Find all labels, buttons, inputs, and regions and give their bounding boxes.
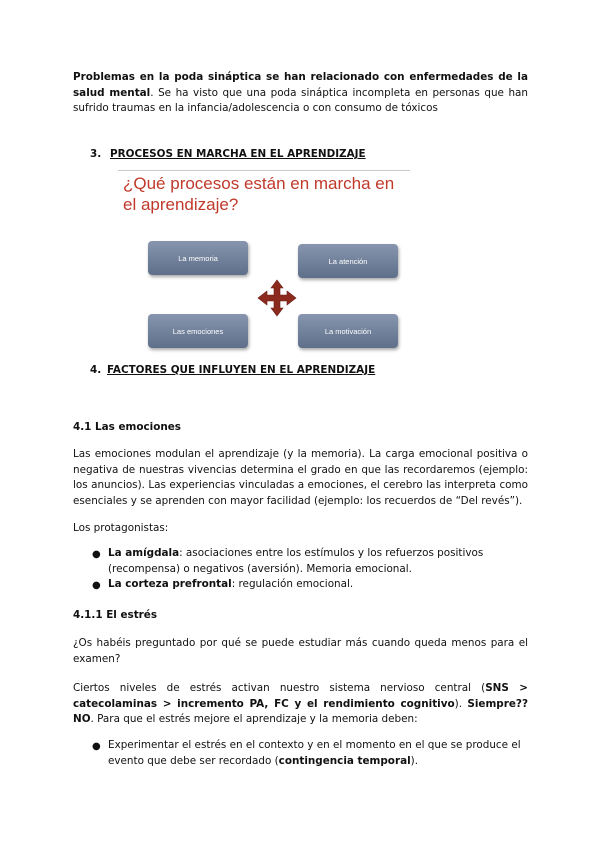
stress-start: Ciertos niveles de estrés activan nuestro sistema nervioso central ( [73, 682, 486, 694]
bullet-contingencia [108, 738, 530, 769]
four-way-arrow-icon [256, 279, 298, 317]
bullet-amigdala [108, 546, 530, 577]
section3-title: PROCESOS EN MARCHA EN EL APRENDIZAJE [110, 148, 366, 160]
section3-number: 3. [90, 148, 102, 160]
bullet-corteza-bold: La corteza prefrontal [108, 578, 232, 590]
stress-mid: ). [454, 697, 468, 710]
stress-bold-1: SNS > catecolaminas > incremento PA, FC y el rendimiento cognitivo [73, 682, 528, 710]
bullet-corteza [108, 577, 530, 593]
emotions-paragraph: Las emociones modulan el aprendizaje (y la memoria). La carga emocional positiva o negativa de nuestras vivencias determina el grado en que las recordaremos (ejemplo: los anuncios). Las experiencias vinculadas a emociones, el cerebro las interpreta como esenciales y se aprenden con mayor facilidad (ejemplo: los recuerdos de “Del revés”). [73, 448, 528, 507]
box-atencion: La atención [298, 244, 398, 278]
box-emociones: Las emociones [148, 314, 248, 348]
stress-end: . Para que el estrés mejore el aprendizaje y la memoria deben: [90, 713, 418, 725]
stress-question: ¿Os habéis preguntado por qué se puede estudiar más cuando queda menos para el examen? [73, 637, 528, 665]
bullet-corteza-text: : regulación emocional. [231, 578, 354, 590]
bullet-dot: ● [92, 549, 101, 560]
bullet-contingencia-text: Experimentar el estrés en el contexto y en el momento en el que se produce el evento que debe ser recordado ( [108, 739, 521, 767]
bullet-contingencia-bold: contingencia temporal [278, 754, 411, 767]
intro-paragraph [73, 70, 528, 117]
intro-bold: Problemas en la poda sináptica se han relacionado con enfermedades de la salud mental [73, 71, 528, 99]
stress-paragraph [73, 681, 528, 728]
diagram-title: ¿Qué procesos están en marcha en el aprendizaje? [123, 174, 395, 214]
bullet-dot: ● [92, 580, 101, 591]
intro-rest: . Se ha visto que una poda sináptica incompleta en personas que han sufrido traumas en la infancia/adolescencia o con consumo de tóxicos [73, 86, 528, 114]
heading-4-1: 4.1 Las emociones [73, 421, 181, 433]
heading-4-1-1: 4.1.1 El estrés [73, 609, 158, 621]
section4-title: FACTORES QUE INFLUYEN EN EL APRENDIZAJE [107, 364, 376, 376]
box-memoria: La memoria [148, 241, 248, 275]
stress-bold-2: Siempre?? NO [73, 697, 528, 725]
bullet-contingencia-end: ). [410, 754, 418, 767]
bullet-dot: ● [92, 741, 101, 752]
protagonists-label: Los protagonistas: [73, 522, 169, 534]
slide-top-rule [118, 170, 410, 171]
bullet-amigdala-text: : asociaciones entre los estímulos y los refuerzos positivos (recompensa) o negativos (aversión). Memoria emocional. [108, 547, 484, 575]
bullet-amigdala-bold: La amígdala [108, 547, 180, 559]
box-motivacion: La motivación [298, 314, 398, 348]
section4-number: 4. [90, 364, 102, 376]
